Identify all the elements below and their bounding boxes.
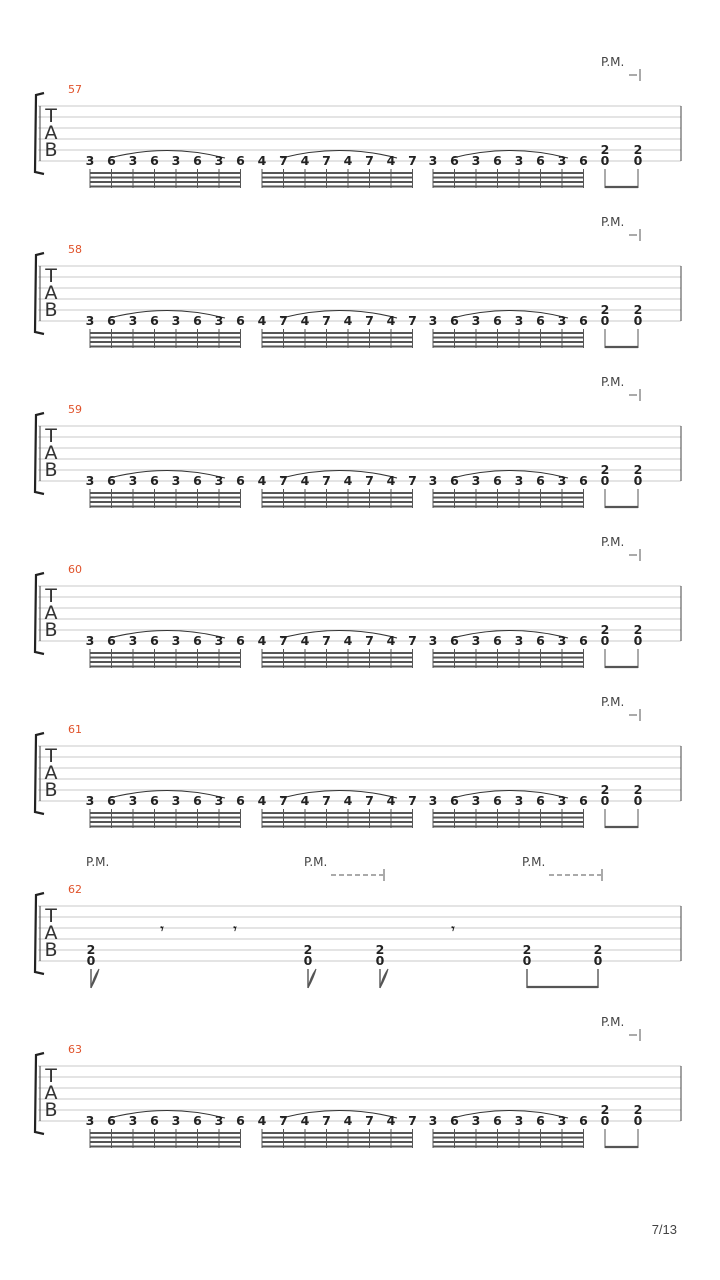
fret-number: 3: [471, 313, 481, 328]
tab-clef-letter: A: [44, 122, 58, 144]
fret-number: 7: [365, 313, 374, 328]
palm-mute-label: P.M.: [601, 1015, 625, 1029]
fret-number: 4: [300, 633, 310, 648]
fret-number: 3: [557, 313, 567, 328]
fret-number: 6: [193, 633, 202, 648]
fret-number: 4: [343, 1113, 353, 1128]
fret-number: 4: [257, 1113, 267, 1128]
fret-number: 3: [171, 313, 181, 328]
tab-clef-letter: T: [45, 1065, 57, 1087]
fret-number: 4: [257, 473, 267, 488]
slur: [110, 471, 226, 479]
fret-number: 3: [514, 473, 524, 488]
fret-number: 3: [514, 313, 524, 328]
staff-system: [35, 55, 681, 188]
slur: [282, 631, 398, 639]
fret-number: 7: [279, 793, 288, 808]
fret-number: 3: [214, 313, 224, 328]
fret-number: 3: [85, 1113, 95, 1128]
fret-number: 7: [365, 1113, 374, 1128]
fret-number: 7: [279, 633, 288, 648]
fret-number: 2: [633, 782, 643, 797]
fret-number: 6: [493, 633, 502, 648]
fret-number: 6: [107, 793, 116, 808]
fret-number: 6: [579, 473, 588, 488]
fret-number: 3: [557, 153, 567, 168]
fret-number: 3: [128, 313, 138, 328]
fret-number: 6: [236, 1113, 245, 1128]
fret-number: 0: [633, 473, 643, 488]
slur: [453, 631, 569, 639]
fret-number: 6: [450, 313, 459, 328]
fret-number: 6: [193, 313, 202, 328]
fret-number: 6: [493, 1113, 502, 1128]
fret-number: 6: [236, 633, 245, 648]
palm-mute-label: P.M.: [522, 855, 546, 869]
fret-number: 6: [493, 153, 502, 168]
fret-number: 6: [193, 153, 202, 168]
note-flag: [308, 969, 316, 988]
fret-number: 2: [600, 622, 610, 637]
fret-number: 2: [633, 462, 643, 477]
measure-number: 57: [68, 83, 82, 96]
measure-number: 58: [68, 243, 82, 256]
fret-number: 6: [579, 153, 588, 168]
fret-number: 7: [365, 473, 374, 488]
fret-number: 0: [633, 1113, 643, 1128]
fret-number: 0: [522, 953, 532, 968]
tab-clef-letter: T: [45, 265, 57, 287]
tab-clef-letter: T: [45, 105, 57, 127]
fret-number: 6: [150, 1113, 159, 1128]
fret-number: 7: [279, 1113, 288, 1128]
fret-number: 6: [450, 793, 459, 808]
tab-clef-letter: T: [45, 905, 57, 927]
fret-number: 4: [257, 793, 267, 808]
note-flag: [380, 969, 388, 988]
fret-number: 4: [386, 1113, 396, 1128]
fret-number: 7: [322, 473, 331, 488]
fret-number: 6: [536, 473, 545, 488]
eighth-rest: 𝄾: [160, 921, 164, 936]
fret-number: 2: [600, 1102, 610, 1117]
fret-number: 7: [322, 633, 331, 648]
fret-number: 2: [375, 942, 385, 957]
fret-number: 0: [593, 953, 603, 968]
fret-number: 6: [193, 793, 202, 808]
palm-mute-label: P.M.: [601, 535, 625, 549]
fret-number: 3: [428, 1113, 438, 1128]
fret-number: 4: [343, 313, 353, 328]
fret-number: 0: [600, 1113, 610, 1128]
fret-number: 4: [386, 153, 396, 168]
palm-mute-label: P.M.: [86, 855, 110, 869]
fret-number: 2: [86, 942, 96, 957]
fret-number: 6: [450, 473, 459, 488]
fret-number: 3: [128, 473, 138, 488]
fret-number: 3: [128, 793, 138, 808]
tab-clef-letter: B: [44, 459, 58, 481]
measure-number: 62: [68, 883, 82, 896]
fret-number: 2: [633, 302, 643, 317]
palm-mute-label: P.M.: [304, 855, 328, 869]
fret-number: 6: [536, 633, 545, 648]
fret-number: 3: [214, 473, 224, 488]
fret-number: 3: [471, 473, 481, 488]
fret-number: 2: [600, 782, 610, 797]
fret-number: 3: [557, 793, 567, 808]
page-number: 7/13: [651, 1222, 677, 1237]
measure-number: 60: [68, 563, 82, 576]
fret-number: 6: [450, 153, 459, 168]
fret-number: 3: [428, 473, 438, 488]
tab-clef-letter: A: [44, 922, 58, 944]
tab-clef-letter: B: [44, 139, 58, 161]
fret-number: 6: [579, 313, 588, 328]
fret-number: 6: [493, 313, 502, 328]
tab-clef-letter: A: [44, 442, 58, 464]
fret-number: 3: [428, 153, 438, 168]
palm-mute-label: P.M.: [601, 215, 625, 229]
fret-number: 6: [450, 633, 459, 648]
tab-clef-letter: A: [44, 602, 58, 624]
fret-number: 6: [150, 313, 159, 328]
fret-number: 3: [85, 633, 95, 648]
fret-number: 6: [107, 1113, 116, 1128]
fret-number: 3: [214, 633, 224, 648]
fret-number: 2: [600, 462, 610, 477]
fret-number: 6: [536, 313, 545, 328]
eighth-rest: 𝄾: [451, 921, 455, 936]
fret-number: 6: [150, 793, 159, 808]
tab-clef-letter: B: [44, 619, 58, 641]
slur: [110, 1111, 226, 1119]
slur: [453, 791, 569, 799]
fret-number: 3: [214, 1113, 224, 1128]
fret-number: 2: [522, 942, 532, 957]
fret-number: 6: [150, 633, 159, 648]
fret-number: 6: [236, 473, 245, 488]
fret-number: 3: [514, 633, 524, 648]
fret-number: 6: [193, 473, 202, 488]
slur: [110, 791, 226, 799]
slur: [282, 1111, 398, 1119]
fret-number: 4: [343, 633, 353, 648]
fret-number: 0: [600, 153, 610, 168]
fret-number: 7: [322, 313, 331, 328]
staff-system: [35, 1015, 681, 1148]
fret-number: 3: [471, 153, 481, 168]
fret-number: 6: [150, 473, 159, 488]
fret-number: 7: [279, 313, 288, 328]
fret-number: 0: [600, 313, 610, 328]
fret-number: 4: [386, 313, 396, 328]
fret-number: 4: [257, 313, 267, 328]
fret-number: 4: [386, 473, 396, 488]
fret-number: 7: [408, 153, 417, 168]
fret-number: 3: [471, 793, 481, 808]
fret-number: 7: [408, 793, 417, 808]
staff-system: [35, 695, 681, 828]
fret-number: 6: [536, 1113, 545, 1128]
staff-system: [35, 535, 681, 668]
eighth-rest: 𝄾: [233, 921, 237, 936]
fret-number: 6: [107, 313, 116, 328]
fret-number: 6: [236, 793, 245, 808]
fret-number: 3: [171, 633, 181, 648]
fret-number: 7: [279, 473, 288, 488]
fret-number: 6: [493, 793, 502, 808]
fret-number: 3: [428, 793, 438, 808]
fret-number: 6: [150, 153, 159, 168]
tab-clef-letter: B: [44, 939, 58, 961]
fret-number: 4: [300, 153, 310, 168]
fret-number: 3: [85, 793, 95, 808]
fret-number: 3: [171, 153, 181, 168]
fret-number: 3: [128, 1113, 138, 1128]
fret-number: 7: [408, 1113, 417, 1128]
palm-mute-label: P.M.: [601, 695, 625, 709]
fret-number: 6: [579, 633, 588, 648]
measure-number: 59: [68, 403, 82, 416]
slur: [282, 471, 398, 479]
palm-mute-label: P.M.: [601, 55, 625, 69]
fret-number: 6: [107, 153, 116, 168]
fret-number: 0: [633, 633, 643, 648]
fret-number: 3: [171, 1113, 181, 1128]
fret-number: 3: [514, 1113, 524, 1128]
fret-number: 2: [600, 142, 610, 157]
fret-number: 3: [557, 473, 567, 488]
fret-number: 3: [428, 633, 438, 648]
slur: [453, 471, 569, 479]
fret-number: 7: [365, 793, 374, 808]
fret-number: 2: [633, 142, 643, 157]
fret-number: 2: [593, 942, 603, 957]
tab-clef-letter: B: [44, 299, 58, 321]
tab-clef-letter: T: [45, 585, 57, 607]
fret-number: 6: [579, 793, 588, 808]
fret-number: 0: [86, 953, 96, 968]
slur: [282, 791, 398, 799]
slur: [453, 151, 569, 159]
fret-number: 3: [128, 633, 138, 648]
fret-number: 6: [107, 633, 116, 648]
fret-number: 4: [343, 153, 353, 168]
fret-number: 3: [428, 313, 438, 328]
slur: [282, 151, 398, 159]
fret-number: 3: [471, 633, 481, 648]
fret-number: 3: [514, 153, 524, 168]
fret-number: 3: [171, 793, 181, 808]
slur: [282, 311, 398, 319]
fret-number: 6: [579, 1113, 588, 1128]
palm-mute-label: P.M.: [601, 375, 625, 389]
fret-number: 7: [408, 633, 417, 648]
fret-number: 6: [536, 793, 545, 808]
fret-number: 6: [107, 473, 116, 488]
slur: [110, 151, 226, 159]
fret-number: 3: [85, 153, 95, 168]
fret-number: 7: [365, 633, 374, 648]
fret-number: 0: [633, 153, 643, 168]
fret-number: 4: [257, 153, 267, 168]
fret-number: 7: [322, 1113, 331, 1128]
fret-number: 3: [85, 473, 95, 488]
fret-number: 6: [236, 313, 245, 328]
fret-number: 7: [322, 793, 331, 808]
fret-number: 7: [322, 153, 331, 168]
fret-number: 6: [193, 1113, 202, 1128]
fret-number: 6: [450, 1113, 459, 1128]
fret-number: 4: [386, 633, 396, 648]
fret-number: 3: [514, 793, 524, 808]
fret-number: 0: [375, 953, 385, 968]
fret-number: 0: [303, 953, 313, 968]
fret-number: 7: [408, 313, 417, 328]
fret-number: 3: [557, 1113, 567, 1128]
fret-number: 3: [214, 793, 224, 808]
slur: [453, 1111, 569, 1119]
tab-clef-letter: A: [44, 762, 58, 784]
fret-number: 3: [557, 633, 567, 648]
fret-number: 2: [633, 1102, 643, 1117]
fret-number: 3: [85, 313, 95, 328]
slur: [110, 631, 226, 639]
tab-clef-letter: T: [45, 745, 57, 767]
fret-number: 0: [633, 313, 643, 328]
staff-system: [35, 215, 681, 348]
staff-system: [35, 375, 681, 508]
fret-number: 0: [600, 473, 610, 488]
tab-clef-letter: B: [44, 1099, 58, 1121]
fret-number: 4: [300, 1113, 310, 1128]
tab-clef-letter: A: [44, 1082, 58, 1104]
fret-number: 3: [214, 153, 224, 168]
fret-number: 7: [279, 153, 288, 168]
fret-number: 6: [493, 473, 502, 488]
fret-number: 2: [303, 942, 313, 957]
tab-clef-letter: T: [45, 425, 57, 447]
staff-system: [35, 855, 681, 988]
slur: [110, 311, 226, 319]
fret-number: 2: [633, 622, 643, 637]
fret-number: 0: [600, 633, 610, 648]
fret-number: 0: [633, 793, 643, 808]
fret-number: 3: [171, 473, 181, 488]
fret-number: 3: [471, 1113, 481, 1128]
measure-number: 61: [68, 723, 82, 736]
fret-number: 4: [343, 473, 353, 488]
fret-number: 4: [300, 473, 310, 488]
fret-number: 4: [257, 633, 267, 648]
fret-number: 6: [236, 153, 245, 168]
fret-number: 4: [386, 793, 396, 808]
fret-number: 4: [300, 793, 310, 808]
tab-clef-letter: B: [44, 779, 58, 801]
tab-clef-letter: A: [44, 282, 58, 304]
measure-number: 63: [68, 1043, 82, 1056]
fret-number: 2: [600, 302, 610, 317]
fret-number: 4: [300, 313, 310, 328]
fret-number: 7: [408, 473, 417, 488]
fret-number: 3: [128, 153, 138, 168]
slur: [453, 311, 569, 319]
fret-number: 7: [365, 153, 374, 168]
fret-number: 6: [536, 153, 545, 168]
fret-number: 4: [343, 793, 353, 808]
fret-number: 0: [600, 793, 610, 808]
note-flag: [91, 969, 99, 988]
